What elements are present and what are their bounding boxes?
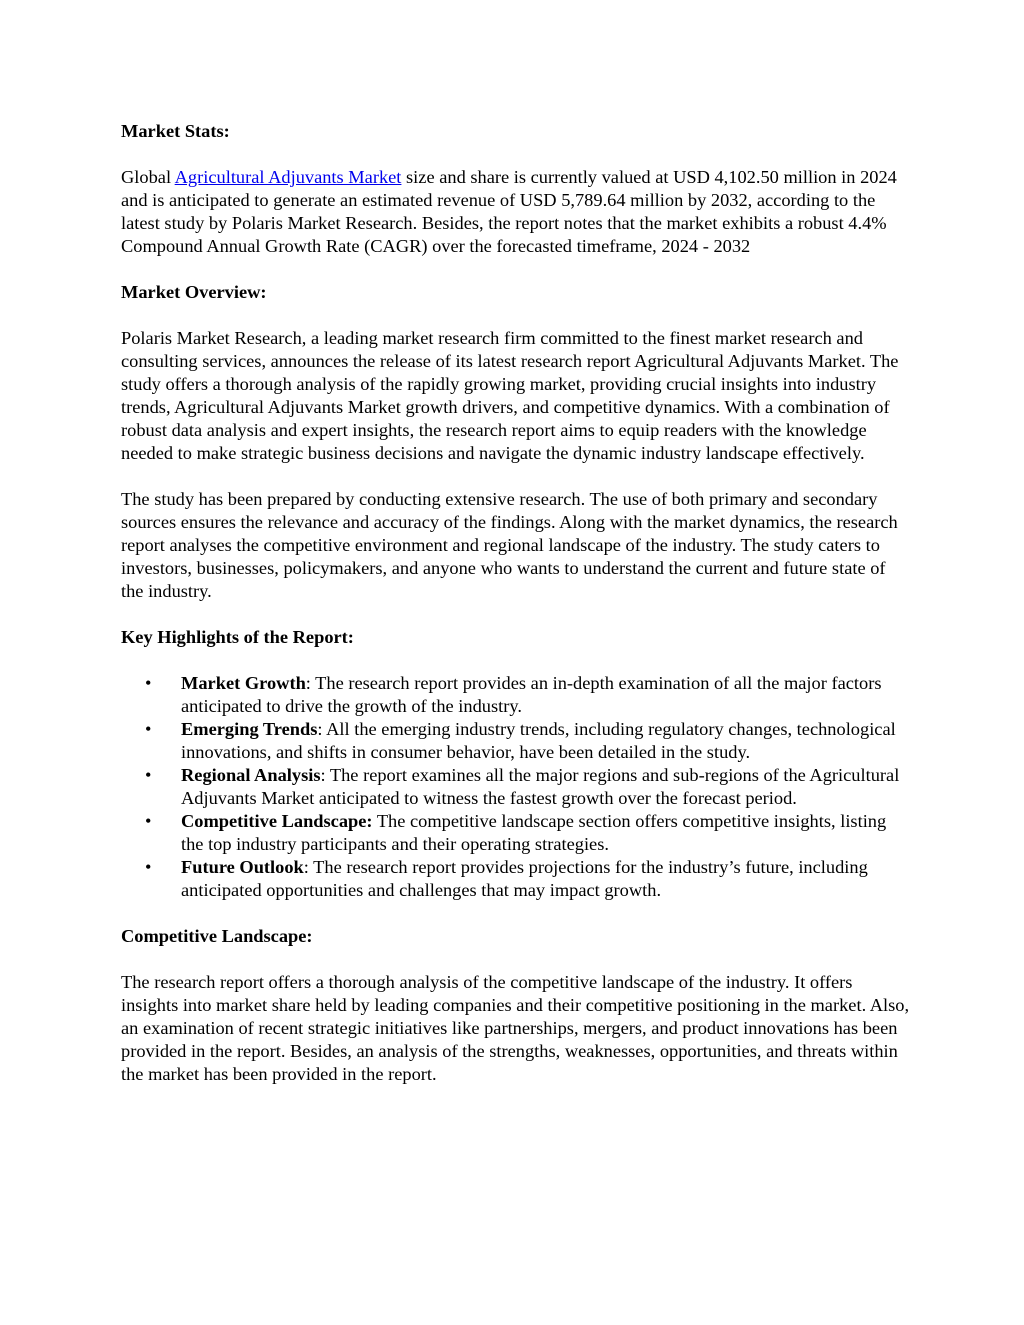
highlight-text: : All the emerging industry trends, including regulatory changes, technological innovations, and shifts in consumer behavior, have been detailed in the study.	[181, 719, 896, 762]
market-stats-heading: Market Stats:	[121, 121, 230, 141]
bullet-icon: •	[145, 765, 152, 785]
list-item	[121, 856, 911, 902]
market-overview-paragraph-1: Polaris Market Research, a leading market research firm committed to the finest market research and consulting services, announces the release of its latest research report Agricultural Adjuvants Market. The study offers a thorough analysis of the rapidly growing market, providing crucial insights into industry trends, Agricultural Adjuvants Market growth drivers, and competitive dynamics. With a combination of robust data analysis and expert insights, the research report aims to equip readers with the knowledge needed to make strategic business decisions and navigate the dynamic industry landscape effectively.	[121, 328, 899, 463]
highlight-term: Competitive Landscape:	[181, 811, 373, 831]
market-stats-text-before-link: Global	[121, 167, 175, 187]
highlight-term: Market Growth	[181, 673, 306, 693]
highlight-term: Regional Analysis	[181, 765, 321, 785]
highlight-text: : The research report provides projections for the industry’s future, including anticipated opportunities and challenges that may impact growth.	[181, 857, 868, 900]
bullet-icon: •	[145, 811, 152, 831]
key-highlights-list	[121, 672, 911, 902]
bullet-icon: •	[145, 673, 152, 693]
highlight-text: : The report examines all the major regions and sub-regions of the Agricultural Adjuvants Market anticipated to witness the fastest growth over the forecast period.	[181, 765, 900, 808]
list-item	[121, 718, 911, 764]
list-item	[121, 764, 911, 810]
document-page	[121, 120, 911, 1109]
bullet-icon: •	[145, 857, 152, 877]
list-item	[121, 672, 911, 718]
agricultural-adjuvants-market-link[interactable]: Agricultural Adjuvants Market	[174, 167, 402, 187]
bullet-icon: •	[145, 719, 152, 739]
market-stats-text-after-link: size and share is currently valued at USD 4,102.50 million in 2024 and is anticipated to generate an estimated revenue of USD 5,789.64 million by 2032, according to the latest study by Polaris Market Research. Besides, the report notes that the market exhibits a robust 4.4% Compound Annual Growth Rate (CAGR) over the forecasted timeframe, 2024 - 2032	[121, 167, 897, 256]
highlight-term: Future Outlook	[181, 857, 304, 877]
market-stats-paragraph	[121, 166, 911, 258]
key-highlights-heading: Key Highlights of the Report:	[121, 627, 354, 647]
list-item	[121, 810, 911, 856]
competitive-landscape-heading: Competitive Landscape:	[121, 926, 313, 946]
highlight-text: The competitive landscape section offers competitive insights, listing the top industry participants and their operating strategies.	[181, 811, 887, 854]
market-overview-heading: Market Overview:	[121, 282, 267, 302]
highlight-text: : The research report provides an in-depth examination of all the major factors anticipated to drive the growth of the industry.	[181, 673, 882, 716]
competitive-landscape-paragraph: The research report offers a thorough analysis of the competitive landscape of the industry. It offers insights into market share held by leading companies and their competitive positioning in the market. Also, an examination of recent strategic initiatives like partnerships, mergers, and product innovations has been provided in the report. Besides, an analysis of the strengths, weaknesses, opportunities, and threats within the market has been provided in the report.	[121, 972, 910, 1084]
market-overview-paragraph-2: The study has been prepared by conducting extensive research. The use of both primary and secondary sources ensures the relevance and accuracy of the findings. Along with the market dynamics, the research report analyses the competitive environment and regional landscape of the industry. The study caters to investors, businesses, policymakers, and anyone who wants to understand the current and future state of the industry.	[121, 489, 898, 601]
highlight-term: Emerging Trends	[181, 719, 318, 739]
